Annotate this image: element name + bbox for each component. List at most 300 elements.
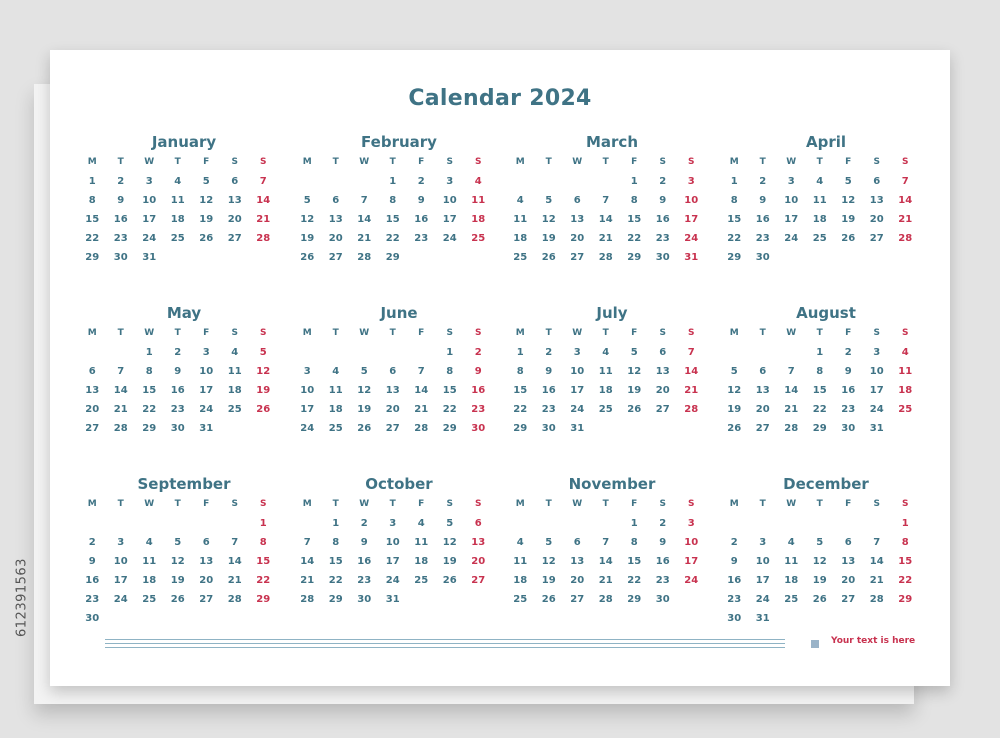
day-cell: 24 (385, 575, 400, 586)
day-cell: 14 (784, 385, 799, 396)
day-cell: 8 (816, 366, 824, 377)
weekday-header: T (389, 328, 396, 338)
weekday-header: S (260, 328, 267, 338)
month-november (506, 474, 706, 609)
weekday-header: T (759, 157, 766, 167)
day-cell-sunday: 3 (687, 176, 695, 187)
day-grid (293, 495, 493, 609)
day-cell: 19 (442, 556, 457, 567)
day-cell: 16 (113, 214, 128, 225)
day-cell: 6 (231, 176, 239, 187)
day-cell: 14 (869, 556, 884, 567)
month-april (720, 132, 920, 267)
day-cell: 29 (142, 423, 157, 434)
weekday-header: T (389, 157, 396, 167)
day-cell: 1 (516, 347, 524, 358)
empty-cell (107, 514, 136, 533)
day-cell: 23 (541, 404, 556, 415)
weekday-header: W (359, 157, 370, 167)
day-cell: 21 (300, 575, 315, 586)
empty-cell (221, 514, 250, 533)
month-september (78, 474, 278, 628)
empty-cell (806, 514, 835, 533)
day-cell: 9 (759, 195, 767, 206)
month-name: August (796, 304, 856, 322)
day-cell: 15 (142, 385, 157, 396)
day-cell: 19 (541, 233, 556, 244)
weekday-header: W (144, 328, 155, 338)
day-cell-sunday: 4 (901, 347, 909, 358)
day-cell: 13 (328, 214, 343, 225)
day-cell: 18 (784, 575, 799, 586)
day-cell: 5 (202, 176, 210, 187)
day-cell: 3 (759, 537, 767, 548)
day-cell: 28 (227, 594, 242, 605)
day-cell: 9 (844, 366, 852, 377)
weekday-header: S (873, 328, 880, 338)
day-cell: 8 (516, 366, 524, 377)
day-cell: 6 (573, 537, 581, 548)
day-cell: 15 (812, 385, 827, 396)
weekday-header: W (572, 157, 583, 167)
day-cell: 9 (117, 195, 125, 206)
note-lines (105, 639, 785, 651)
day-cell: 23 (357, 575, 372, 586)
empty-cell (322, 172, 351, 191)
weekday-header: S (446, 328, 453, 338)
empty-cell (749, 343, 778, 362)
day-cell: 28 (300, 594, 315, 605)
day-cell-sunday: 26 (256, 404, 271, 415)
day-cell: 24 (784, 233, 799, 244)
weekday-header: T (602, 157, 609, 167)
day-cell: 5 (730, 366, 738, 377)
day-cell: 15 (627, 214, 642, 225)
day-cell: 19 (541, 575, 556, 586)
weekday-header: T (816, 499, 823, 509)
day-cell: 19 (727, 404, 742, 415)
weekday-header: T (117, 157, 124, 167)
day-cell: 8 (630, 537, 638, 548)
day-cell: 30 (170, 423, 185, 434)
weekday-header: S (446, 499, 453, 509)
day-cell: 2 (117, 176, 125, 187)
day-cell: 3 (145, 176, 153, 187)
day-cell-sunday: 12 (256, 366, 271, 377)
day-cell: 18 (812, 214, 827, 225)
day-cell: 5 (446, 518, 454, 529)
day-cell: 8 (332, 537, 340, 548)
day-cell-sunday: 6 (474, 518, 482, 529)
day-cell: 23 (414, 233, 429, 244)
day-cell: 13 (570, 214, 585, 225)
day-cell: 13 (85, 385, 100, 396)
month-name: December (783, 475, 869, 493)
empty-cell (720, 514, 749, 533)
footer-note: Your text is here (831, 636, 916, 646)
day-cell: 14 (414, 385, 429, 396)
day-cell: 12 (841, 195, 856, 206)
month-name: October (365, 475, 433, 493)
day-cell: 22 (627, 233, 642, 244)
day-cell: 3 (303, 366, 311, 377)
day-cell: 11 (227, 366, 242, 377)
month-name: September (137, 475, 231, 493)
weekday-header: W (144, 157, 155, 167)
day-cell-sunday: 7 (259, 176, 267, 187)
day-cell: 11 (414, 537, 429, 548)
weekday-header: W (786, 157, 797, 167)
weekday-header: S (260, 157, 267, 167)
day-cell: 17 (784, 214, 799, 225)
day-cell: 31 (570, 423, 585, 434)
weekday-header: W (572, 328, 583, 338)
day-cell: 24 (142, 233, 157, 244)
day-cell: 14 (598, 214, 613, 225)
weekday-header: S (260, 499, 267, 509)
day-cell: 17 (869, 385, 884, 396)
weekday-header: S (873, 157, 880, 167)
weekday-header: S (688, 499, 695, 509)
day-cell: 11 (170, 195, 185, 206)
day-cell: 6 (659, 347, 667, 358)
day-cell: 29 (328, 594, 343, 605)
day-cell: 1 (730, 176, 738, 187)
day-cell: 14 (357, 214, 372, 225)
weekday-header: F (418, 499, 425, 509)
day-grid (720, 495, 920, 628)
weekday-header: F (845, 157, 852, 167)
month-march (506, 132, 706, 267)
day-cell: 13 (655, 366, 670, 377)
day-cell: 13 (385, 385, 400, 396)
day-grid (78, 153, 278, 267)
day-cell: 13 (570, 556, 585, 567)
day-cell-sunday: 19 (256, 385, 271, 396)
day-cell: 15 (385, 214, 400, 225)
day-cell: 30 (655, 252, 670, 263)
month-name: June (380, 304, 418, 322)
day-cell: 21 (414, 404, 429, 415)
day-cell: 28 (414, 423, 429, 434)
weekday-header: T (332, 157, 339, 167)
weekday-header: W (359, 328, 370, 338)
day-cell: 7 (303, 537, 311, 548)
day-cell: 22 (442, 404, 457, 415)
day-cell: 4 (417, 518, 425, 529)
day-cell: 26 (727, 423, 742, 434)
day-cell: 12 (541, 556, 556, 567)
day-cell: 24 (869, 404, 884, 415)
day-cell: 18 (227, 385, 242, 396)
day-cell: 9 (659, 195, 667, 206)
weekday-header: S (475, 499, 482, 509)
day-cell: 6 (844, 537, 852, 548)
day-cell: 20 (570, 575, 585, 586)
day-cell: 26 (199, 233, 214, 244)
weekday-header: W (359, 499, 370, 509)
day-cell: 16 (541, 385, 556, 396)
weekday-header: M (302, 157, 312, 167)
weekday-header: T (602, 499, 609, 509)
day-cell: 20 (328, 233, 343, 244)
day-cell: 11 (328, 385, 343, 396)
day-cell: 9 (174, 366, 182, 377)
empty-cell (563, 172, 592, 191)
day-cell: 18 (513, 575, 528, 586)
empty-cell (192, 514, 221, 533)
day-grid (293, 324, 493, 438)
day-cell: 16 (841, 385, 856, 396)
day-cell-sunday: 20 (471, 556, 486, 567)
day-cell: 14 (227, 556, 242, 567)
day-cell-sunday: 11 (471, 195, 486, 206)
day-cell: 19 (170, 575, 185, 586)
day-cell: 27 (227, 233, 242, 244)
note-line (105, 639, 785, 640)
day-cell: 28 (113, 423, 128, 434)
day-cell: 10 (199, 366, 214, 377)
day-cell-sunday: 10 (684, 195, 699, 206)
day-cell: 11 (784, 556, 799, 567)
empty-cell (777, 514, 806, 533)
empty-cell (777, 343, 806, 362)
day-cell: 21 (598, 575, 613, 586)
day-cell: 25 (784, 594, 799, 605)
day-cell-sunday: 25 (898, 404, 913, 415)
day-cell: 22 (627, 575, 642, 586)
day-cell: 11 (142, 556, 157, 567)
day-cell-sunday: 14 (256, 195, 271, 206)
day-cell: 7 (787, 366, 795, 377)
weekday-header: F (203, 157, 210, 167)
month-name: November (568, 475, 656, 493)
day-cell: 13 (755, 385, 770, 396)
day-cell: 21 (357, 233, 372, 244)
day-cell: 19 (199, 214, 214, 225)
day-cell: 15 (85, 214, 100, 225)
month-january (78, 132, 278, 267)
day-cell: 10 (755, 556, 770, 567)
day-cell: 12 (541, 214, 556, 225)
day-cell: 7 (117, 366, 125, 377)
day-cell-sunday: 5 (259, 347, 267, 358)
day-cell: 3 (202, 347, 210, 358)
day-cell-sunday: 29 (898, 594, 913, 605)
day-cell: 5 (545, 195, 553, 206)
weekday-header: S (231, 499, 238, 509)
weekday-header: S (873, 499, 880, 509)
empty-cell (322, 343, 351, 362)
day-cell: 3 (117, 537, 125, 548)
day-cell-sunday: 1 (259, 518, 267, 529)
weekday-header: T (332, 499, 339, 509)
day-cell-sunday: 17 (684, 214, 699, 225)
day-cell: 6 (332, 195, 340, 206)
empty-cell (834, 514, 863, 533)
day-cell: 3 (873, 347, 881, 358)
day-cell: 11 (513, 556, 528, 567)
day-cell: 26 (541, 594, 556, 605)
day-cell-sunday: 10 (684, 537, 699, 548)
weekday-header: S (231, 157, 238, 167)
day-cell: 6 (573, 195, 581, 206)
empty-cell (506, 172, 535, 191)
weekday-header: T (174, 157, 181, 167)
day-cell: 2 (730, 537, 738, 548)
day-cell: 27 (385, 423, 400, 434)
day-grid (506, 495, 706, 609)
day-cell: 11 (598, 366, 613, 377)
day-cell: 27 (655, 404, 670, 415)
weekday-header: T (332, 328, 339, 338)
day-cell: 4 (231, 347, 239, 358)
day-cell-sunday: 2 (474, 347, 482, 358)
day-cell: 20 (755, 404, 770, 415)
day-cell: 27 (199, 594, 214, 605)
day-cell: 2 (659, 176, 667, 187)
day-cell-sunday: 8 (259, 537, 267, 548)
empty-cell (379, 343, 408, 362)
day-cell: 13 (869, 195, 884, 206)
day-cell: 6 (389, 366, 397, 377)
weekday-header: F (203, 499, 210, 509)
day-cell: 30 (113, 252, 128, 263)
day-cell: 22 (142, 404, 157, 415)
month-name: February (361, 133, 437, 151)
day-cell: 30 (727, 613, 742, 624)
day-cell: 10 (570, 366, 585, 377)
empty-cell (78, 514, 107, 533)
day-cell: 14 (598, 556, 613, 567)
weekday-header: M (87, 157, 97, 167)
day-cell-sunday: 17 (684, 556, 699, 567)
day-cell: 16 (414, 214, 429, 225)
day-cell-sunday: 28 (684, 404, 699, 415)
day-cell: 17 (300, 404, 315, 415)
day-cell: 23 (113, 233, 128, 244)
day-cell: 12 (627, 366, 642, 377)
empty-cell (535, 514, 564, 533)
weekday-header: F (631, 499, 638, 509)
day-cell: 31 (385, 594, 400, 605)
day-cell: 24 (755, 594, 770, 605)
day-cell: 16 (170, 385, 185, 396)
stock-id (10, 500, 32, 700)
day-cell-sunday: 9 (474, 366, 482, 377)
day-cell-sunday: 24 (684, 575, 699, 586)
day-cell: 3 (389, 518, 397, 529)
day-grid (506, 324, 706, 438)
weekday-header: M (87, 499, 97, 509)
day-cell: 3 (787, 176, 795, 187)
day-cell: 7 (602, 195, 610, 206)
day-cell: 1 (816, 347, 824, 358)
day-cell-sunday: 31 (684, 252, 699, 263)
weekday-header: F (845, 499, 852, 509)
day-cell-sunday: 1 (901, 518, 909, 529)
day-cell: 4 (816, 176, 824, 187)
day-cell: 18 (142, 575, 157, 586)
day-cell: 30 (755, 252, 770, 263)
day-cell: 14 (113, 385, 128, 396)
day-cell: 5 (545, 537, 553, 548)
day-cell: 11 (513, 214, 528, 225)
day-cell: 25 (812, 233, 827, 244)
day-cell: 25 (513, 594, 528, 605)
weekday-header: T (174, 499, 181, 509)
empty-cell (592, 172, 621, 191)
day-cell: 26 (300, 252, 315, 263)
day-cell: 20 (385, 404, 400, 415)
weekday-header: S (902, 499, 909, 509)
day-cell: 4 (516, 537, 524, 548)
day-cell: 28 (784, 423, 799, 434)
day-cell: 2 (659, 518, 667, 529)
day-cell: 29 (513, 423, 528, 434)
day-cell: 19 (841, 214, 856, 225)
day-cell: 15 (513, 385, 528, 396)
month-february (293, 132, 493, 267)
day-cell-sunday: 21 (256, 214, 271, 225)
note-square-icon (811, 640, 819, 648)
day-cell: 4 (174, 176, 182, 187)
empty-cell (78, 343, 107, 362)
weekday-header: T (816, 328, 823, 338)
day-cell-sunday: 25 (471, 233, 486, 244)
day-cell: 29 (627, 252, 642, 263)
day-cell: 10 (442, 195, 457, 206)
day-cell: 13 (841, 556, 856, 567)
day-cell: 28 (598, 252, 613, 263)
day-cell: 8 (630, 195, 638, 206)
day-cell: 6 (759, 366, 767, 377)
day-cell: 23 (655, 575, 670, 586)
day-cell: 9 (360, 537, 368, 548)
day-cell: 20 (570, 233, 585, 244)
month-name: March (585, 133, 639, 151)
day-cell: 2 (545, 347, 553, 358)
empty-cell (164, 514, 193, 533)
day-cell: 26 (841, 233, 856, 244)
day-cell: 27 (570, 594, 585, 605)
weekday-header: W (572, 499, 583, 509)
weekday-header: S (231, 328, 238, 338)
month-december (720, 474, 920, 628)
day-cell: 8 (730, 195, 738, 206)
day-cell: 22 (328, 575, 343, 586)
day-cell: 17 (199, 385, 214, 396)
weekday-header: F (418, 157, 425, 167)
weekday-header: M (729, 499, 739, 509)
day-cell-sunday: 27 (471, 575, 486, 586)
day-cell: 12 (812, 556, 827, 567)
month-august (720, 303, 920, 438)
day-cell-sunday: 7 (687, 347, 695, 358)
month-october (293, 474, 493, 609)
day-cell: 6 (202, 537, 210, 548)
day-cell: 27 (85, 423, 100, 434)
day-cell: 2 (759, 176, 767, 187)
calendar-title: Calendar 2024 (408, 86, 592, 111)
day-cell: 29 (85, 252, 100, 263)
weekday-header: M (515, 499, 525, 509)
day-cell: 1 (446, 347, 454, 358)
day-cell-sunday: 3 (687, 518, 695, 529)
day-cell: 13 (199, 556, 214, 567)
day-cell-sunday: 14 (684, 366, 699, 377)
day-cell: 12 (727, 385, 742, 396)
